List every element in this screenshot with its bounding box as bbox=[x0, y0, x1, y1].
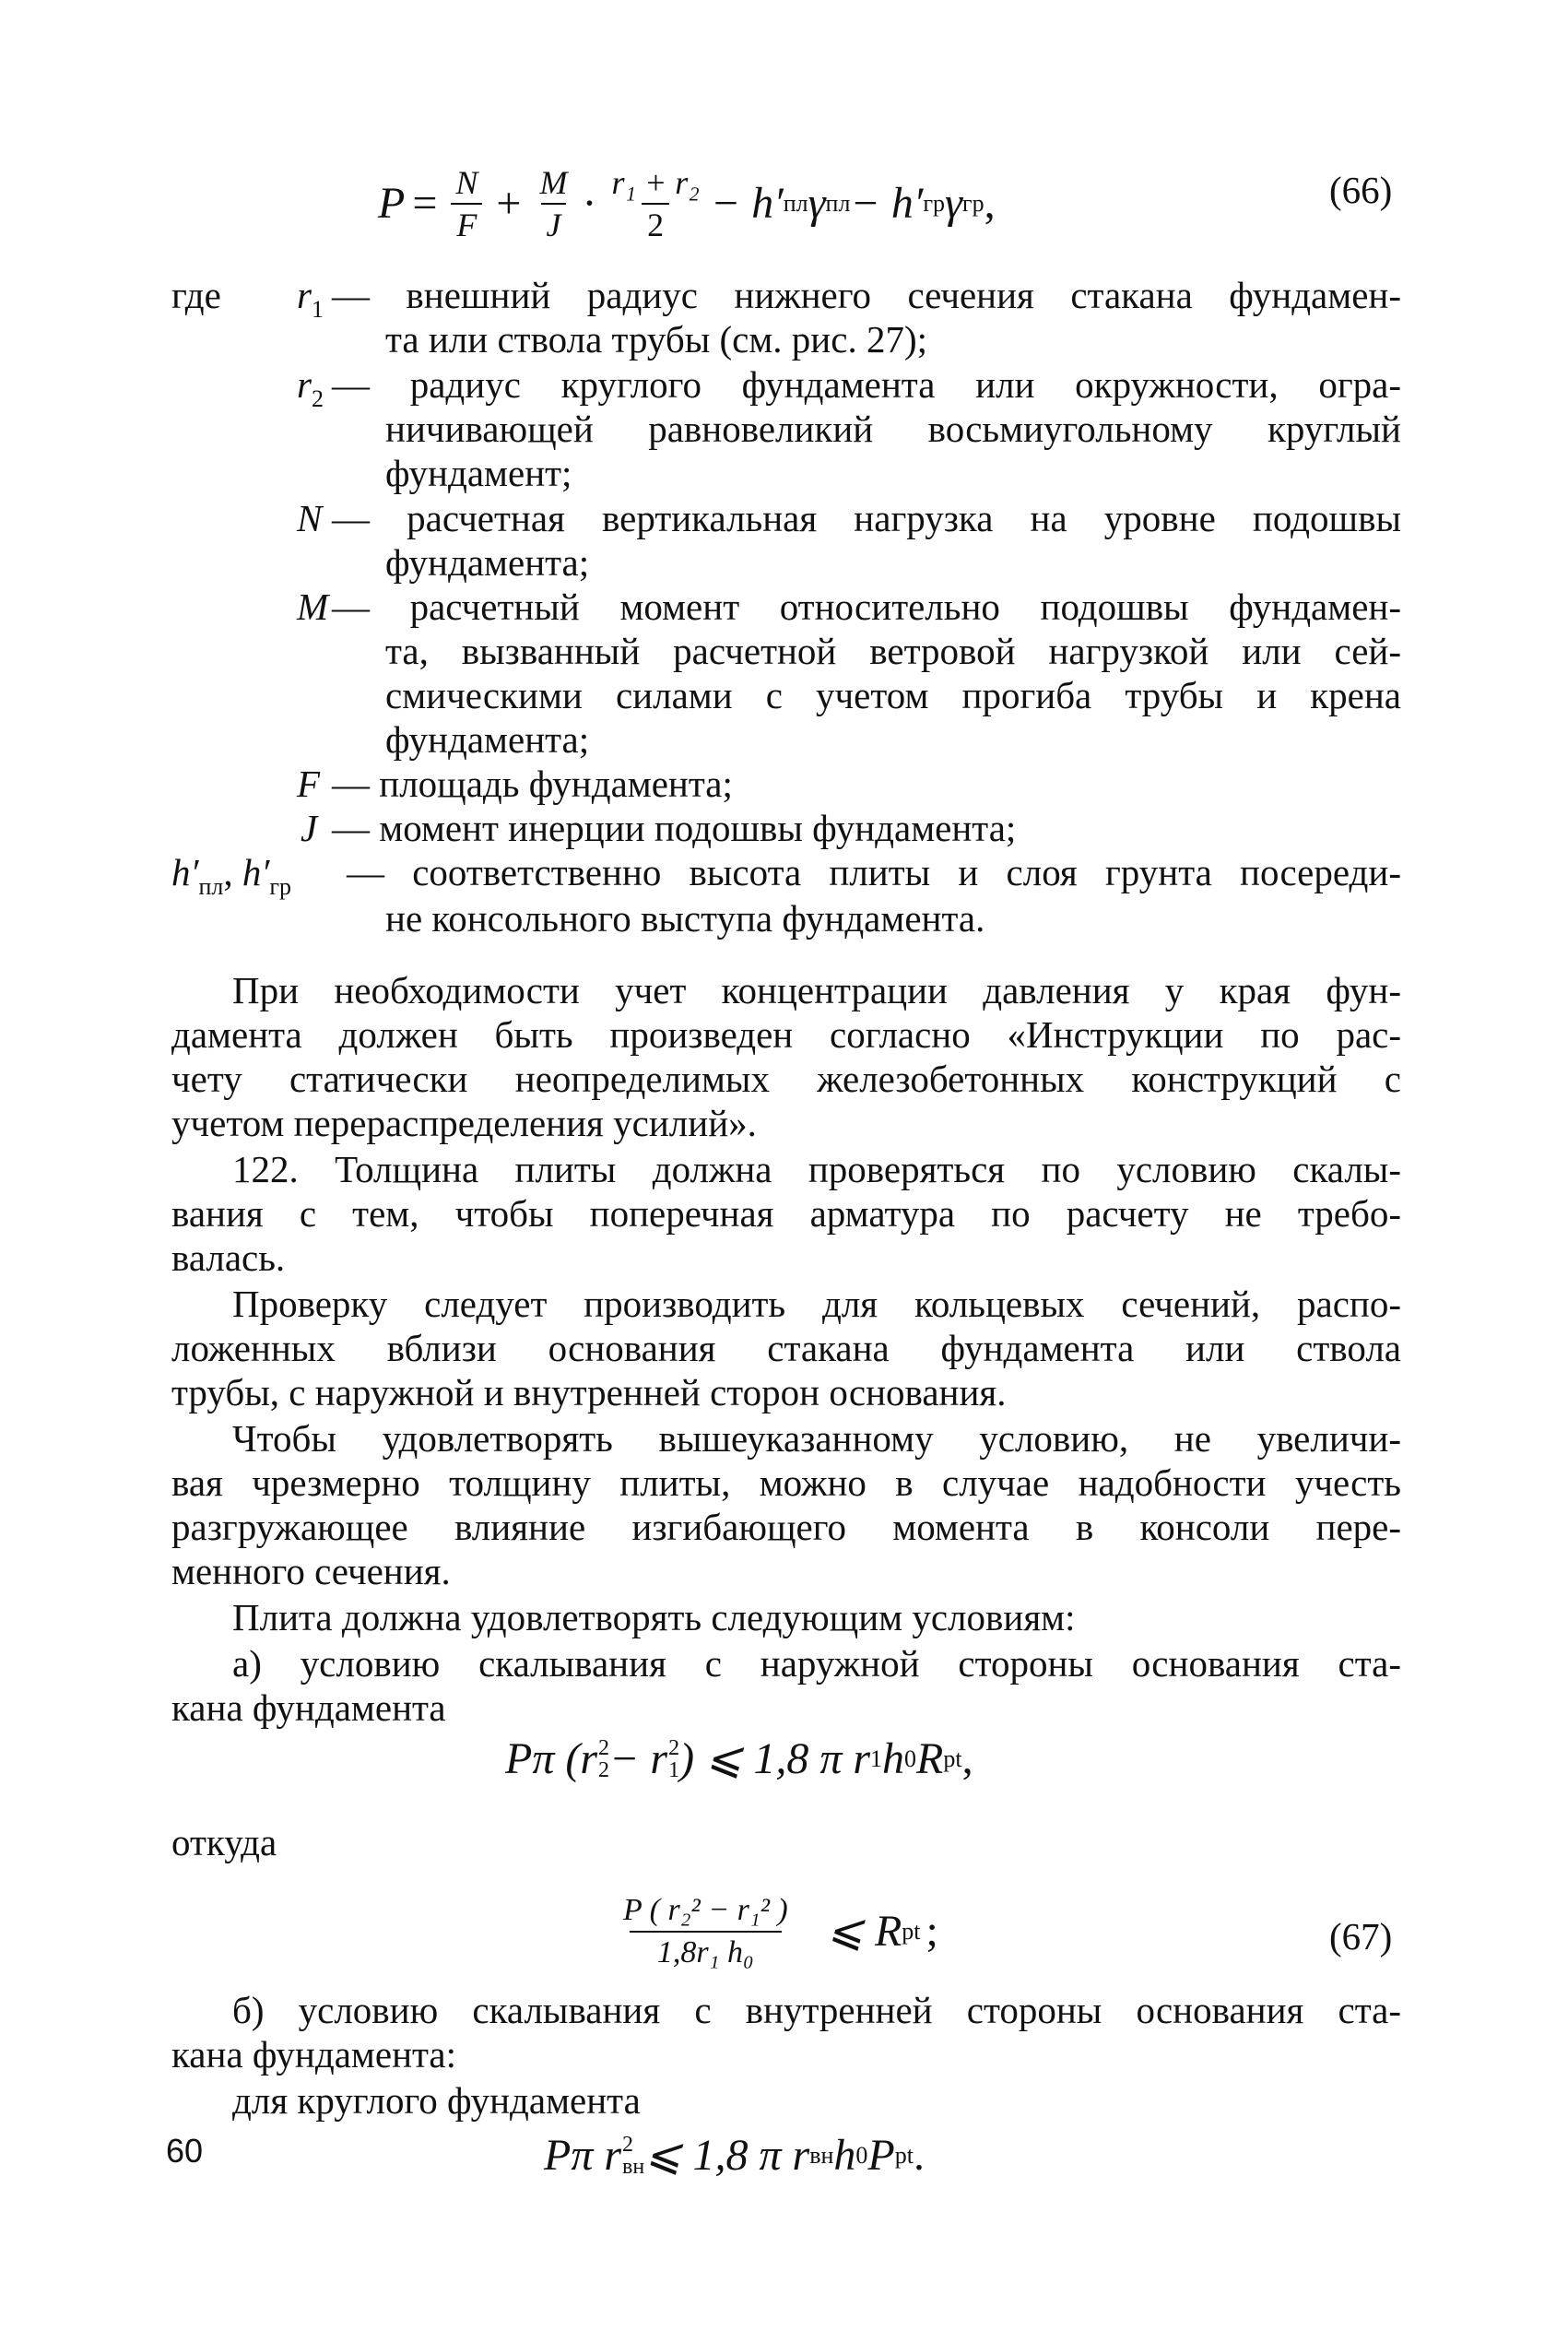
para-7-line-2: кана фундамента: bbox=[171, 2033, 457, 2076]
para-4-line-2: вая чрезмерно толщину плиты, можно в случае надобности учесть bbox=[171, 1461, 1401, 1504]
ineq-a-sub-1: 2 bbox=[598, 1758, 610, 1782]
para-3-line-1: Проверку следует производить для кольцевых сечений, распо- bbox=[232, 1283, 1401, 1325]
ineq-b-sup-1: 2 bbox=[622, 2133, 634, 2157]
def-h-line-1: — соответственно высота плиты и слоя грунта посереди- bbox=[347, 851, 1401, 893]
eq66-fraction-n-f bbox=[450, 164, 483, 243]
ineq-b-sub-2: вн bbox=[809, 2142, 834, 2169]
eq66-f3-den: 2 bbox=[642, 203, 669, 243]
eq66-term-hpl-sub: пл bbox=[783, 190, 808, 217]
def-r2-line-1: — радиус круглого фундамента или окружности, огра- bbox=[332, 363, 1401, 406]
eq66-comma: , bbox=[984, 179, 996, 228]
ineq-a-part-2: − r bbox=[609, 1734, 668, 1783]
eq67-end: ; bbox=[925, 1907, 938, 1956]
def-m-symbol: M bbox=[297, 585, 329, 628]
ineq-b-part-2: ⩽ 1,8 π r bbox=[644, 2131, 810, 2180]
ineq-a-part-1: Pπ (r bbox=[505, 1734, 598, 1783]
def-h-symbols bbox=[171, 850, 291, 909]
para-4-line-1: Чтобы удовлетворять вышеуказанному условию, не увеличи- bbox=[232, 1417, 1401, 1460]
ineq-b-subsup-1 bbox=[622, 2134, 644, 2178]
def-f-symbol: F bbox=[297, 763, 321, 805]
ineq-a-subsup-1 bbox=[598, 1737, 609, 1781]
eq66-plus: + bbox=[496, 179, 522, 228]
para-3-line-2: ложенных вблизи основания стакана фундамента или ствола bbox=[171, 1327, 1401, 1369]
ineq-a-part-4: h bbox=[882, 1734, 905, 1783]
eq66-f2-num: M bbox=[539, 164, 568, 201]
equation-67-number: (67) bbox=[1329, 1915, 1393, 1957]
para-1-line-1: При необходимости учет концентрации давления у края фун- bbox=[232, 969, 1401, 1011]
otkuda-label: откуда bbox=[171, 1821, 277, 1863]
ineq-a-sub-4: 0 bbox=[904, 1745, 917, 1772]
para-4-line-3: разгружающее влияние изгибающего момента в консоли пере- bbox=[171, 1506, 1401, 1548]
eq66-f2-den: J bbox=[541, 203, 567, 243]
eq66-term-hgr: − h′ bbox=[850, 179, 924, 228]
ineq-b-part-1: Pπ r bbox=[544, 2131, 622, 2180]
definitions-where: где bbox=[171, 274, 221, 316]
ineq-a-part-5: R bbox=[916, 1734, 944, 1783]
para-1-line-4: учетом перераспределения усилий». bbox=[171, 1102, 757, 1144]
para-2-line-2: вания с тем, чтобы поперечная арматура по расчету не требо- bbox=[171, 1192, 1401, 1235]
def-r1-line-2: та или ствола трубы (см. рис. 27); bbox=[385, 318, 927, 361]
eq66-term-gpl: γ bbox=[808, 179, 826, 228]
ineq-a-sub-3: 1 bbox=[870, 1745, 883, 1772]
def-r1-line-1: — внешний радиус нижнего сечения стакана фундамен- bbox=[332, 274, 1401, 316]
eq66-fraction-r bbox=[606, 164, 704, 243]
para-4-line-4: менного сечения. bbox=[171, 1550, 451, 1592]
para-3-line-3: трубы, с наружной и внутренней сторон основания. bbox=[171, 1371, 1007, 1413]
def-m-line-3: смическими силами с учетом прогиба трубы и крена bbox=[385, 674, 1401, 716]
para-6-line-1: а) условию скалывания с наружной стороны основания ста- bbox=[232, 1642, 1401, 1685]
eq66-term-hpl: − h′ bbox=[710, 179, 784, 228]
inequality-a bbox=[505, 1733, 973, 1785]
eq67-num: P ( r₂² − r₁² ) bbox=[623, 1893, 788, 1927]
para-5-line-1: Плита должна удовлетворять следующим условиям: bbox=[232, 1596, 1076, 1638]
para-1-line-3: чету статически неопределимых железобетонных конструкций с bbox=[171, 1058, 1401, 1100]
inequality-b bbox=[544, 2130, 925, 2182]
eq66-term-hgr-sub: гр bbox=[923, 190, 945, 217]
para-7-line-1: б) условию скалывания с внутренней стороны основания ста- bbox=[232, 1989, 1401, 2031]
para-6-line-2: кана фундамента bbox=[171, 1686, 446, 1729]
def-h-line-2: не консольного выступа фундамента. bbox=[385, 897, 985, 940]
def-h-sym1: h′ bbox=[171, 851, 199, 893]
page-number: 60 bbox=[166, 2132, 204, 2170]
eq66-fraction-m-j bbox=[535, 164, 573, 243]
ineq-a-part-3: ) ⩽ 1,8 π r bbox=[679, 1734, 871, 1783]
eq66-lhs: P bbox=[378, 179, 406, 228]
def-n-line-1: — расчетная вертикальная нагрузка на уровне подошвы bbox=[332, 497, 1401, 539]
eq67-fraction bbox=[595, 1892, 816, 1971]
equation-66-number: (66) bbox=[1329, 169, 1393, 211]
def-n-line-2: фундамента; bbox=[385, 541, 590, 584]
para-2-line-1: 122. Толщина плиты должна проверяться по условию скалы- bbox=[232, 1148, 1401, 1190]
def-h-sub2: гр bbox=[269, 873, 291, 900]
eq66-f3-num: r₁ + r₂ bbox=[611, 164, 700, 201]
ineq-a-sup-2: 2 bbox=[668, 1736, 680, 1760]
ineq-a-subsup-2 bbox=[668, 1737, 679, 1781]
ineq-a-sub-2: 1 bbox=[668, 1758, 680, 1782]
ineq-b-sub-3: 0 bbox=[855, 2142, 868, 2169]
def-r1-sub: 1 bbox=[311, 296, 324, 323]
def-r2-sym: r bbox=[297, 363, 312, 406]
eq67-rel: ⩽ R bbox=[826, 1907, 902, 1956]
eq66-equals: = bbox=[412, 179, 438, 228]
eq66-f1-num: N bbox=[455, 164, 478, 201]
ineq-a-sub-5: pt bbox=[943, 1745, 962, 1772]
eq67-den: 1,8r₁ h₀ bbox=[630, 1931, 782, 1971]
ineq-b-part-4: P bbox=[867, 2131, 895, 2180]
para-2-line-3: валась. bbox=[171, 1236, 286, 1279]
ineq-b-sub-1: вн bbox=[622, 2155, 645, 2179]
def-m-line-2: та, вызванный расчетной ветровой нагрузкой или сей- bbox=[385, 630, 1401, 672]
eq66-dot: · bbox=[582, 179, 597, 228]
def-m-line-1: — расчетный момент относительно подошвы фундамен- bbox=[332, 585, 1401, 628]
def-r1-sym: r bbox=[297, 274, 312, 316]
equation-67 bbox=[590, 1892, 938, 1971]
def-m-line-4: фундамента; bbox=[385, 718, 590, 761]
ineq-a-end: , bbox=[961, 1734, 973, 1783]
def-h-sep: , bbox=[223, 851, 233, 893]
def-r1-symbol bbox=[297, 273, 324, 332]
para-8-line-1: для круглого фундамента bbox=[232, 2079, 641, 2122]
eq66-f1-den: F bbox=[451, 203, 482, 243]
def-r2-line-2: ничивающей равновеликий восьмиугольному круглый bbox=[385, 408, 1401, 450]
def-n-symbol: N bbox=[297, 497, 323, 539]
def-r2-line-3: фундамент; bbox=[385, 452, 572, 494]
eq67-rel-sub: pt bbox=[902, 1918, 921, 1945]
def-f-line-1: — площадь фундамента; bbox=[332, 763, 733, 805]
def-j-line-1: — момент инерции подошвы фундамента; bbox=[332, 807, 1017, 849]
ineq-a-sup-1: 2 bbox=[598, 1736, 610, 1760]
para-1-line-2: дамента должен быть произведен согласно «Инструкции по рас- bbox=[171, 1013, 1401, 1056]
def-h-sym2: h′ bbox=[242, 851, 270, 893]
ineq-b-part-3: h bbox=[833, 2131, 856, 2180]
def-r2-symbol bbox=[297, 362, 324, 421]
def-j-symbol: J bbox=[301, 807, 318, 849]
ineq-b-sub-4: pt bbox=[894, 2142, 914, 2169]
eq66-term-ggr-sub: гр bbox=[961, 190, 984, 217]
equation-66 bbox=[378, 164, 996, 243]
def-r2-sub: 2 bbox=[311, 385, 324, 412]
ineq-b-end: . bbox=[913, 2131, 925, 2180]
eq66-term-ggr: γ bbox=[944, 179, 962, 228]
def-h-sub1: пл bbox=[198, 873, 224, 900]
eq66-term-gpl-sub: пл bbox=[825, 190, 851, 217]
